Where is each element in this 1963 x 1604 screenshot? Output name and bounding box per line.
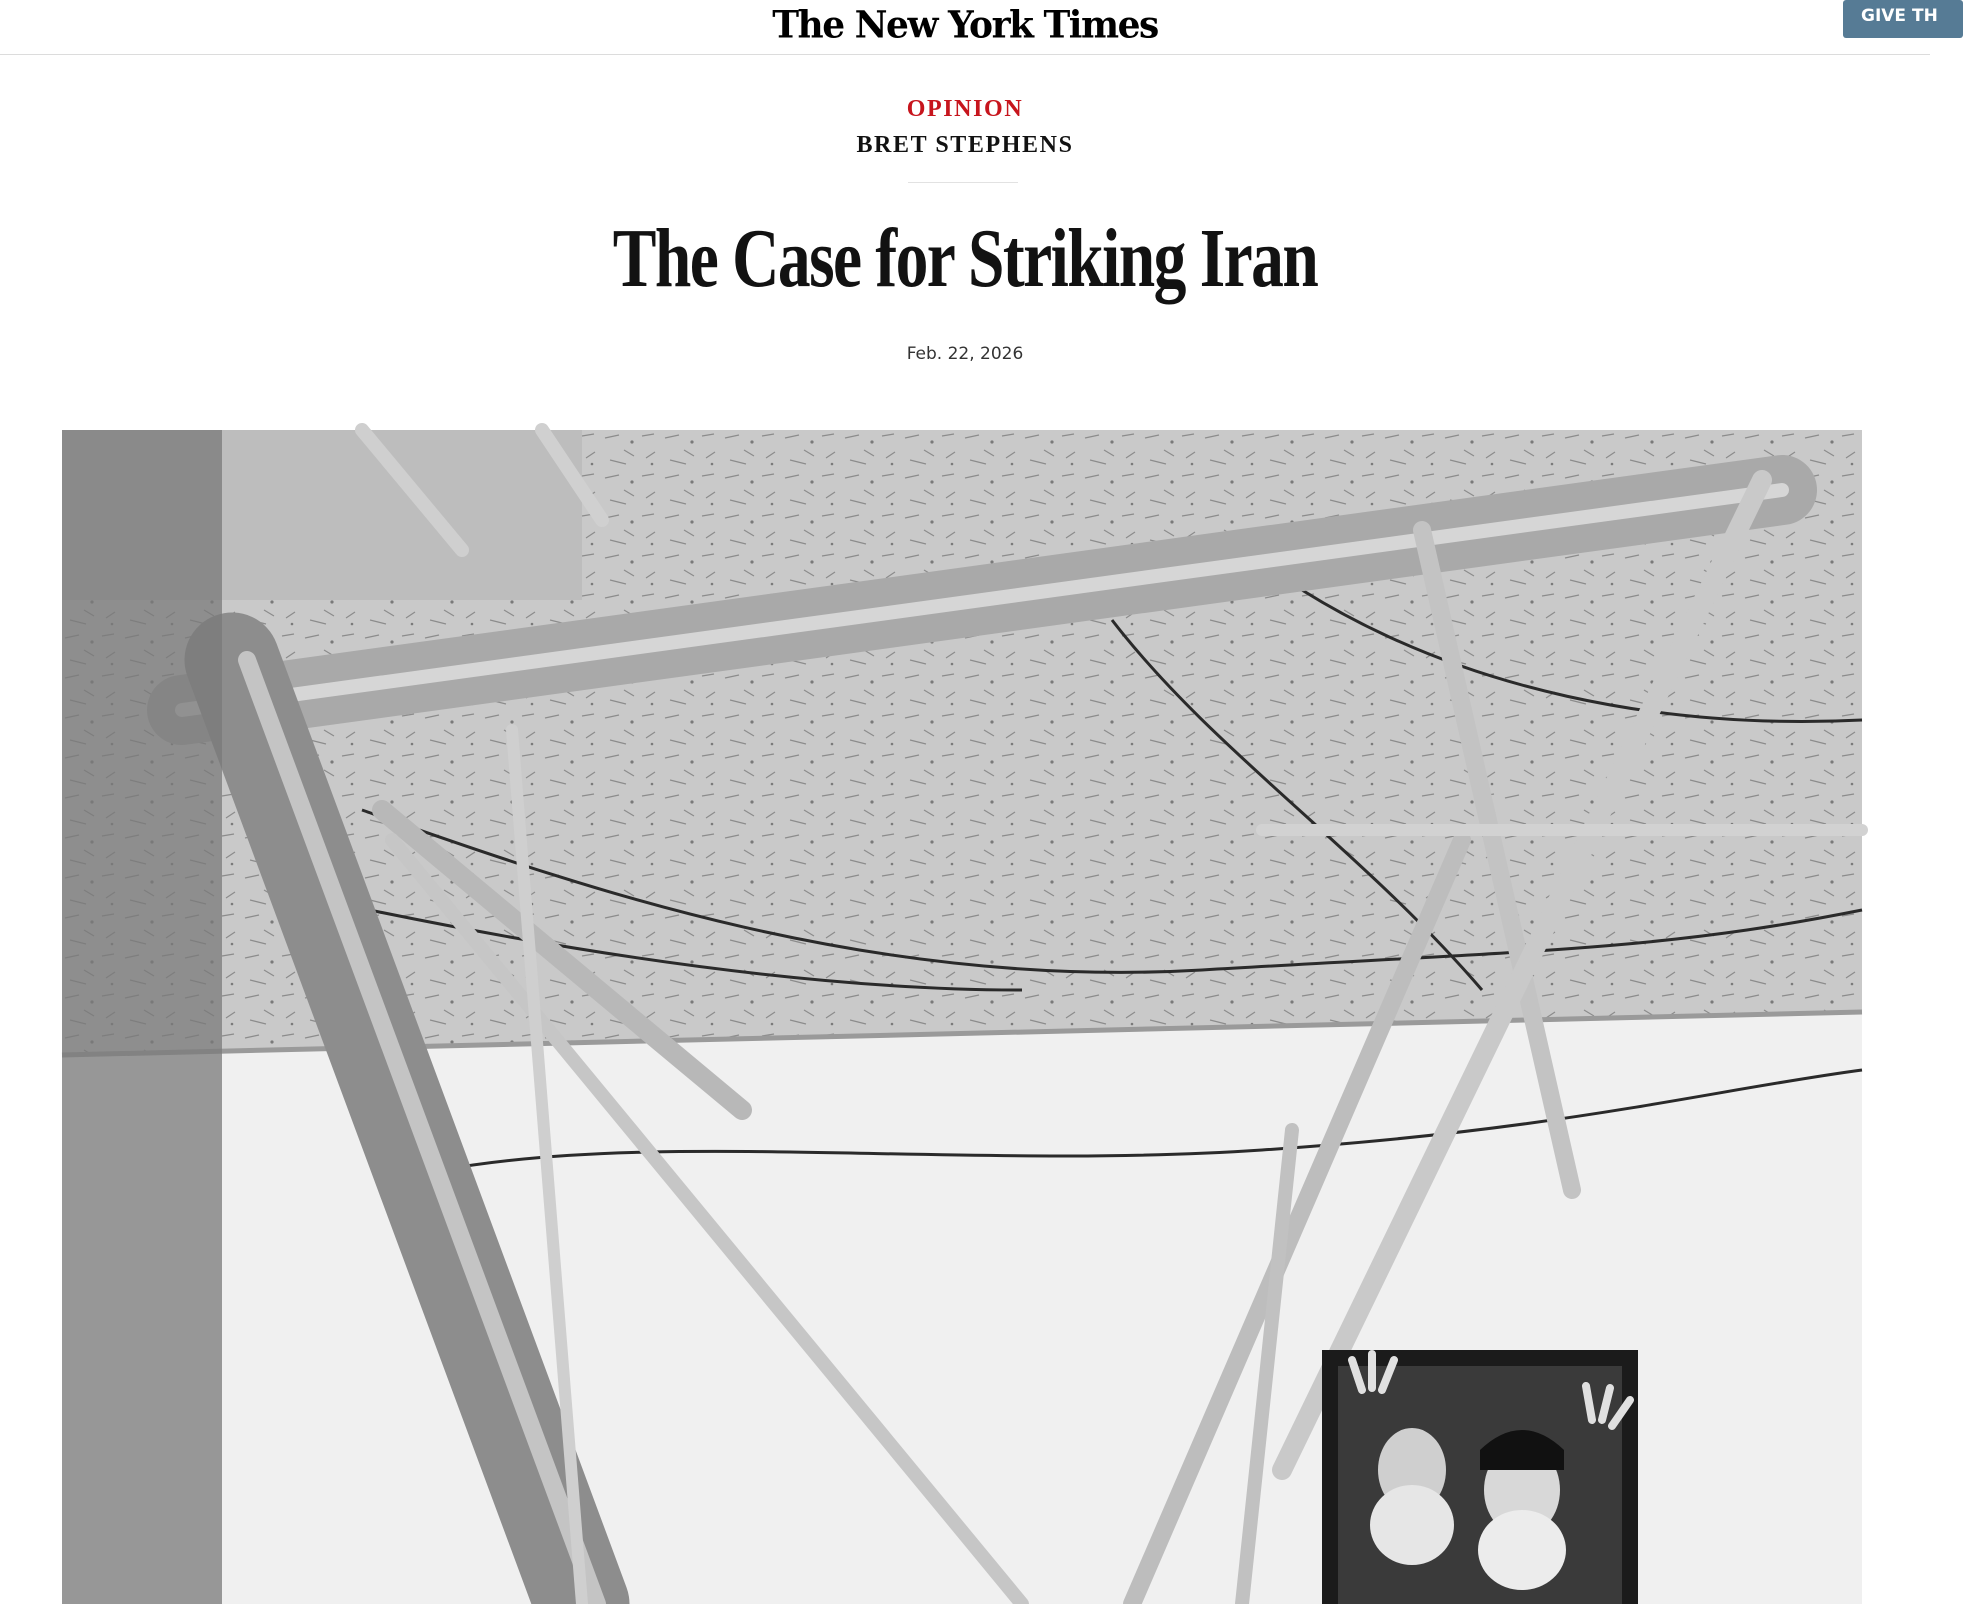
lead-photo bbox=[62, 430, 1862, 1604]
section-label[interactable]: OPINION bbox=[906, 96, 1024, 122]
article-headline: The Case for Striking Iran bbox=[612, 212, 1318, 305]
masthead bbox=[0, 0, 1938, 55]
publish-date: Feb. 22, 2026 bbox=[906, 344, 1024, 364]
author-byline[interactable]: BRET STEPHENS bbox=[856, 132, 1074, 158]
give-times-button[interactable]: GIVE TH bbox=[1843, 0, 1963, 38]
divider bbox=[908, 182, 1018, 183]
nyt-logo[interactable]: The New York Times bbox=[772, 3, 1158, 47]
